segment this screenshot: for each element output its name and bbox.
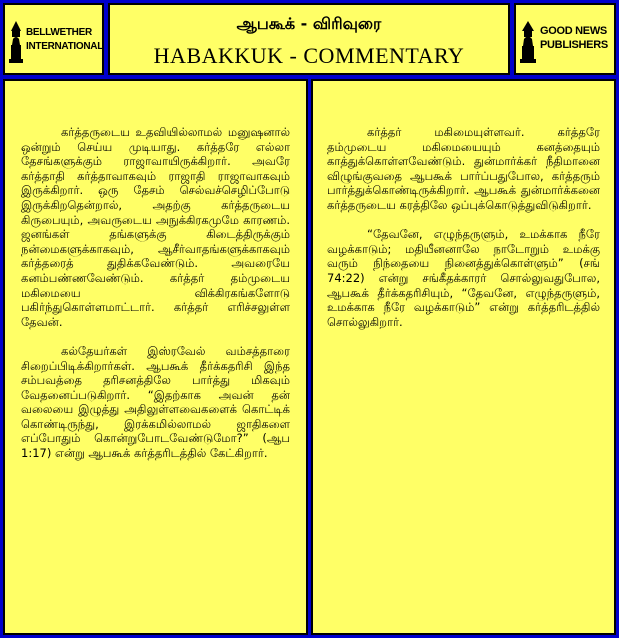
tamil-title: ஆபகூக் - விரிவுரை xyxy=(236,14,382,33)
bell-tower-icon xyxy=(9,21,23,65)
logo-line-2: PUBLISHERS xyxy=(540,39,608,51)
logo-text xyxy=(540,24,608,52)
good-news-logo xyxy=(514,3,616,75)
paragraph: கர்த்தருடைய உதவியில்லாமல் மனுஷனால் ஒன்றும் செய்ய முடியாது. கர்த்தரே எல்லா தேசங்களுக்கும் ராஜாவாயிருக்கிறார். அவரே கர்த்தாதி கர்த்தாவாகவும் ராஜாதி ராஜாவாகவும் இருக்கிறார். ஒரு தேசம் செல்வச்செழிப்போடு இருக்கிறதென்றால், அதற்கு கர்த்தருடைய கிருபையும், அவருடைய அநுக்கிரகமுமே காரணம். ஜனங்கள் தங்களுக்கு கிடைத்திருக்கும் நன்மைகளுக்காகவும், ஆசீர்வாதங்களுக்காகவும் கர்த்தரைத் துதிக்கவேண்டும். அவரையே கனம்பண்ணவேண்டும். கர்த்தர் தம்முடைய மகிமையை விக்கிரகங்களோடு பகிர்ந்துகொள்ளமாட்டார். கர்த்தர் எரிச்சலுள்ள தேவன். xyxy=(21,125,290,329)
header-title-box xyxy=(108,3,510,75)
logo-line-2: INTERNATIONAL xyxy=(26,41,104,52)
bell-tower-icon xyxy=(520,21,536,65)
paragraph: கல்தேயர்கள் இஸ்ரவேல் வம்சத்தாரை சிறைப்பிடிக்கிறார்கள். ஆபகூக் தீர்க்கதரிசி இந்த சம்பவத்தை தரிசனத்திலே பார்த்து மிகவும் வேதனைப்படுகிறார். “இதற்காக அவன் தன் வலையை இழுத்து அதிலுள்ளவைகளைக் கொட்டிக் கொண்டிருந்து, இரக்கமில்லாமல் ஜாதிகளை எப்போதும் கொன்றுபோடவேண்டுமோ?” (ஆப 1:17) என்று ஆபகூக் கர்த்தரிடத்தில் கேட்கிறார். xyxy=(21,343,290,461)
bellwether-logo xyxy=(3,3,104,75)
logo-line-1: BELLWETHER xyxy=(26,27,92,38)
logo-line-1: GOOD NEWS xyxy=(540,25,607,37)
paragraph: கர்த்தர் மகிமையுள்ளவர். கர்த்தரே தம்முடைய மகிமையையும் கனத்தையும் காத்துக்கொள்ளவேண்டும். துன்மார்க்கர் நீதிமானை விழுங்குவதை ஆபகூக் பார்ப்பதுபோல, கர்த்தரும் பார்த்துக்கொண்டிருக்கிறார். ஆபகூக் துன்மார்க்கனை கர்த்தருடைய கரத்திலே ஒப்புக்கொடுத்துவிடுகிறார். xyxy=(327,125,600,212)
right-column xyxy=(311,79,616,635)
paragraph: “தேவனே, எழுந்தருளும், உமக்காக நீரே வழக்காடும்; மதியீனனாலே நாடோறும் உமக்கு வரும் நிந்தையை நினைத்துக்கொள்ளும்” (சங் 74:22) என்று சங்கீதக்காரர் சொல்லுவதுபோல, ஆபகூக் தீர்க்கதரிசியும், “தேவனே, எழுந்தருளும், உமக்காக நீரே வழக்காடும்” என்று கர்த்தரிடத்தில் சொல்லுகிறார். xyxy=(327,227,600,329)
logo-text xyxy=(26,26,103,54)
english-title: HABAKKUK - COMMENTARY xyxy=(153,43,465,68)
left-column xyxy=(3,79,308,635)
